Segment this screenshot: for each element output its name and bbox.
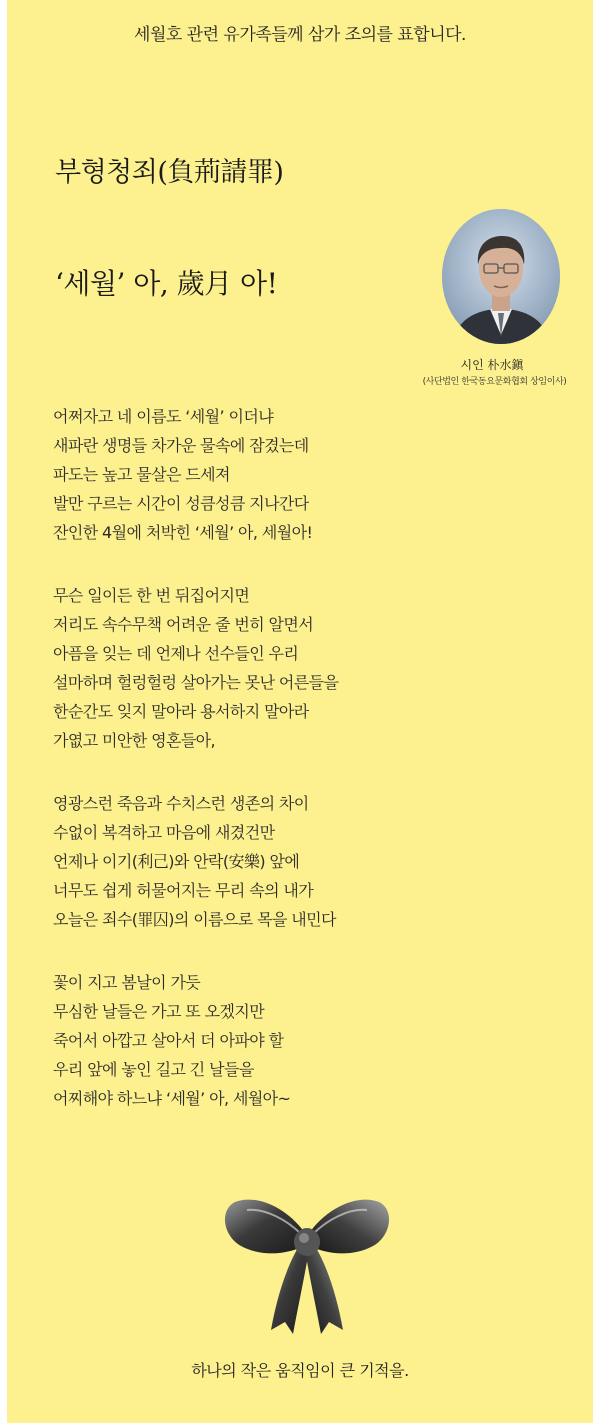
poem-line: 한순간도 잊지 말아라 용서하지 말아라 xyxy=(53,702,309,721)
author-portrait-photo xyxy=(442,209,560,344)
author-portrait xyxy=(442,209,560,344)
poem-line: 오늘은 죄수(罪囚)의 이름으로 목을 내민다 xyxy=(53,910,336,929)
stanza-1 xyxy=(53,402,473,547)
poem-line: 무슨 일이든 한 번 뒤집어지면 xyxy=(53,586,250,605)
poem-title: 부형청죄(負荊請罪) xyxy=(55,157,284,188)
poem-line: 잔인한 4월에 처박힌 ‘세월’ 아, 세월아! xyxy=(53,523,313,542)
poem-line: 수없이 복격하고 마음에 새겼건만 xyxy=(53,823,275,842)
poem-line: 죽어서 아깝고 살아서 더 아파야 할 xyxy=(53,1031,284,1050)
poem-line: 우리 앞에 놓인 길고 긴 날들을 xyxy=(53,1060,254,1079)
author-affiliation: (사단법인 한국동요문화협회 상임이사) xyxy=(422,377,567,387)
poem-subtitle: ‘세월’ 아, 歲月 아! xyxy=(55,267,278,300)
poem-line: 너무도 쉽게 허물어지는 무리 속의 내가 xyxy=(53,881,314,900)
poem-line: 아픔을 잊는 데 언제나 선수들인 우리 xyxy=(53,644,299,663)
mourning-ribbon-icon xyxy=(207,1188,407,1338)
poem-line: 어쩌자고 네 이름도 ‘세월’ 이더냐 xyxy=(53,407,274,426)
stanza-2 xyxy=(53,581,473,755)
stanza-3 xyxy=(53,789,473,934)
poem-line: 발만 구르는 시간이 성큼성큼 지나간다 xyxy=(53,494,309,513)
poem-line: 영광스런 죽음과 수치스런 생존의 차이 xyxy=(53,794,309,813)
author-name: 시인 朴水鎭 xyxy=(460,358,524,372)
poem-line: 저리도 속수무책 어려운 줄 번히 알면서 xyxy=(53,615,314,634)
poem-line: 설마하며 헐렁헐렁 살아가는 못난 어른들을 xyxy=(53,673,339,692)
poem-line: 어찌해야 하느냐 ‘세월’ 아, 세월아~ xyxy=(53,1089,291,1108)
poem-line: 가엾고 미안한 영혼들아, xyxy=(53,731,216,750)
poem-line: 꽃이 지고 봄날이 가듯 xyxy=(53,973,201,992)
poem-line: 무심한 날들은 가고 또 오겠지만 xyxy=(53,1002,265,1021)
poem-panel xyxy=(7,0,593,1423)
poem-line: 언제나 이기(利己)와 안락(安樂) 앞에 xyxy=(53,852,300,871)
poem-line: 새파란 생명들 차가운 물속에 잠겼는데 xyxy=(53,436,309,455)
stanza-4 xyxy=(53,968,473,1113)
condolence-header: 세월호 관련 유가족들께 삼가 조의를 표합니다. xyxy=(134,25,466,45)
poem-body xyxy=(53,402,473,1147)
poem-line: 파도는 높고 물살은 드세져 xyxy=(53,465,230,484)
footer-slogan: 하나의 작은 움직임이 큰 기적을. xyxy=(191,1361,409,1380)
